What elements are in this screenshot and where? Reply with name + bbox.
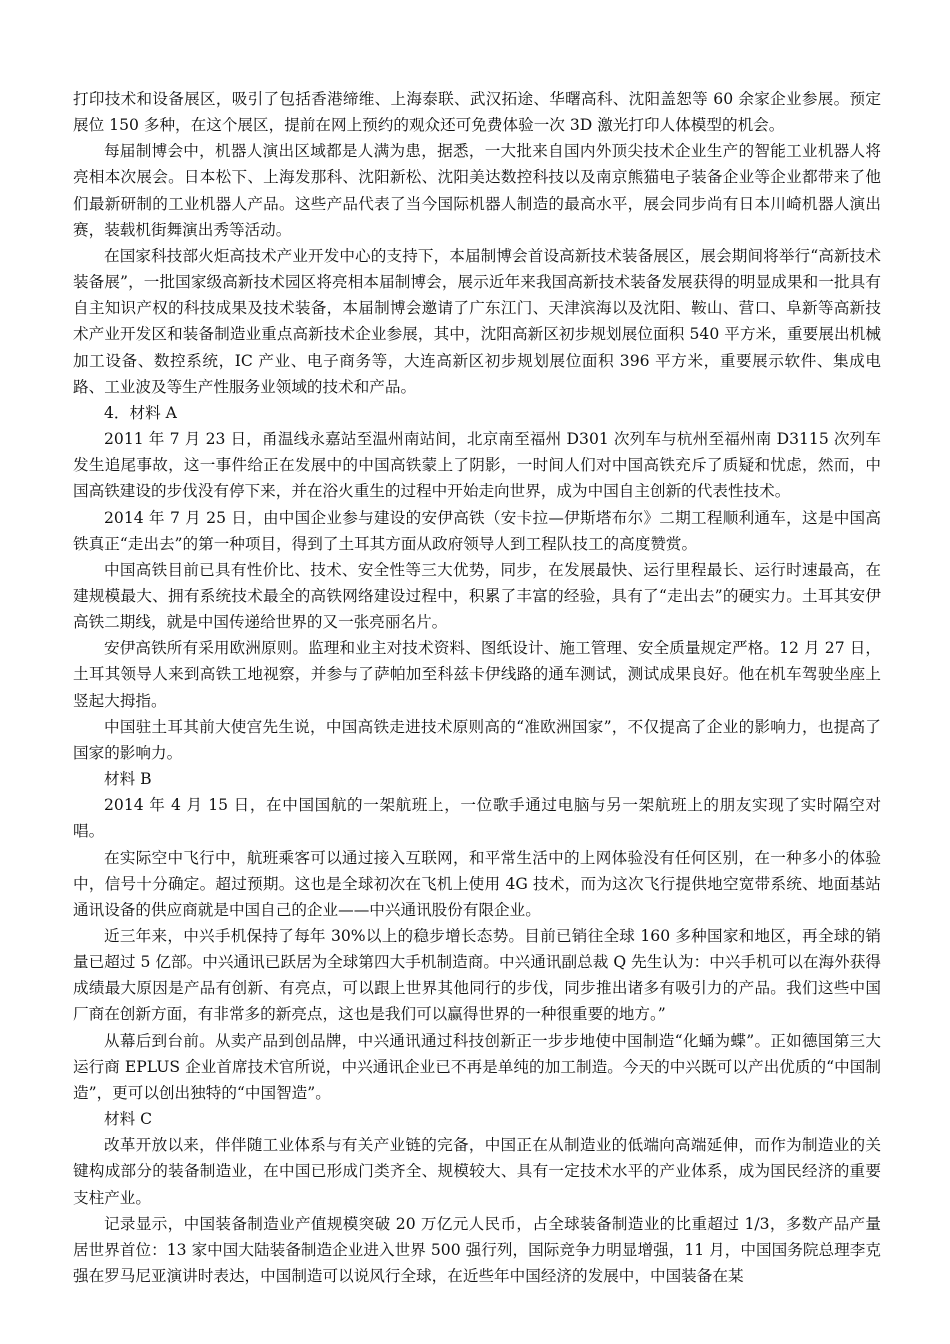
paragraph: 记录显示，中国装备制造业产值规模突破 20 万亿元人民币，占全球装备制造业的比重超过 1/3，多数产品产量居世界首位：13 家中国大陆装备制造企业进入世界 500 强行列，国际竞争力明显增强，11 月，中国国务院总理李克强在罗马尼亚演讲时表达，中国制造可以说风行全球，在近些年中国经济的发展中，中国装备在某 bbox=[73, 1214, 881, 1286]
paragraph: 中国高铁目前已具有性价比、技术、安全性等三大优势，同步，在发展最快、运行里程最长、运行时速最高，在建规模最大、拥有系统技术最全的高铁网络建设过程中，积累了丰富的经验，具有了“走出去”的硬实力。土耳其安伊高铁二期线，就是中国传递给世界的又一张亮丽名片。 bbox=[73, 560, 881, 632]
paragraph-continuation: 打印技术和设备展区，吸引了包括香港缔维、上海泰联、武汉拓途、华曙高科、沈阳盖恕等 60 余家企业参展。预定展位 150 多种，在这个展区，提前在网上预约的观众还可免费体验一次 3D 激光打印人体模型的机会。 bbox=[73, 90, 881, 135]
paragraph: 每届制博会中，机器人演出区域都是人满为患，据悉，一大批来自国内外顶尖技术企业生产的智能工业机器人将亮相本次展会。日本松下、上海发那科、沈阳新松、沈阳美达数控科技以及南京熊猫电子装备企业等企业都带来了他们最新研制的工业机器人产品。这些产品代表了当今国际机器人制造的最高水平，展会同步尚有日本川崎机器人演出赛，装载机街舞演出秀等活动。 bbox=[73, 142, 881, 239]
paragraph: 近三年来，中兴手机保持了每年 30%以上的稳步增长态势。目前已销往全球 160 多种国家和地区，再全球的销量已超过 5 亿部。中兴通讯已跃居为全球第四大手机制造商。中兴通讯副总裁 Q 先生认为：中兴手机可以在海外获得成绩最大原因是产品有创新、有亮点，可以跟上世界其他同行的步伐，同步推出诸多有吸引力的产品。我们这些中国厂商在创新方面，有非常多的新亮点，这也是我们可以赢得世界的一种很重要的地方。” bbox=[73, 927, 881, 1024]
paragraph: 2014 年 7 月 25 日，由中国企业参与建设的安伊高铁（安卡拉—伊斯塔布尔》二期工程顺利通车，这是中国高铁真正“走出去”的第一种项目，得到了土耳其方面从政府领导人到工程队技工的高度赞赏。 bbox=[73, 508, 881, 553]
paragraph: 改革开放以来，伴伴随工业体系与有关产业链的完备，中国正在从制造业的低端向高端延伸，而作为制造业的关键构成部分的装备制造业，在中国已形成门类齐全、规模较大、具有一定技术水平的产业体系，成为国民经济的重要支柱产业。 bbox=[73, 1136, 881, 1207]
paragraph: 中国驻土耳其前大使宫先生说，中国高铁走进技术原则高的“准欧洲国家”，不仅提高了企业的影响力，也提高了国家的影响力。 bbox=[73, 717, 881, 762]
paragraph: 在实际空中飞行中，航班乘客可以通过接入互联网，和平常生活中的上网体验没有任何区别，在一种多小的体验中，信号十分确定。超过预期。这也是全球初次在飞机上使用 4G 技术，而为这次飞行提供地空宽带系统、地面基站通讯设备的供应商就是中国自己的企业——中兴通讯股份有限企业。 bbox=[73, 848, 881, 919]
paragraph: 从幕后到台前。从卖产品到创品牌，中兴通讯通过科技创新正一步步地使中国制造“化蛹为蝶”。正如德国第三大运行商 EPLUS 企业首席技术官所说，中兴通讯企业已不再是单纯的加工制造。今天的中兴既可以产出优质的“中国制造”，更可以创出独特的“中国智造”。 bbox=[73, 1031, 881, 1102]
document-body bbox=[73, 86, 881, 1289]
section-heading-material-c: 材料 C bbox=[104, 1110, 153, 1129]
paragraph: 在国家科技部火炬高技术产业开发中心的支持下，本届制博会首设高新技术装备展区，展会期间将举行“高新技术装备展”，一批国家级高新技术园区将亮相本届制博会，展示近年来我国高新技术装备发展获得的明显成果和一批具有自主知识产权的科技成果及技术装备，本届制博会邀请了广东江门、天津滨海以及沈阳、鞍山、营口、阜新等高新技术产业开发区和装备制造业重点高新技术企业参展，其中，沈阳高新区初步规划展位面积 540 平方米，重要展出机械加工设备、数控系统，IC 产业、电子商务等，大连高新区初步规划展位面积 396 平方米，重要展示软件、集成电路、工业波及等生产性服务业领域的技术和产品。 bbox=[73, 246, 881, 396]
paragraph: 2011 年 7 月 23 日，甬温线永嘉站至温州南站间，北京南至福州 D301 次列车与杭州至福州南 D3115 次列车发生追尾事故，这一事件给正在发展中的中国高铁蒙上了阴影，一时间人们对中国高铁充斥了质疑和忧虑，然而，中国高铁建设的步伐没有停下来，并在浴火重生的过程中开始走向世界，成为中国自主创新的代表性技术。 bbox=[73, 430, 881, 501]
section-heading-material-a: 4．材料 A bbox=[104, 403, 177, 422]
paragraph: 2014 年 4 月 15 日，在中国国航的一架航班上，一位歌手通过电脑与另一架航班上的朋友实现了实时隔空对唱。 bbox=[73, 796, 881, 841]
paragraph: 安伊高铁所有采用欧洲原则。监理和业主对技术资料、图纸设计、施工管理、安全质量规定严格。12 月 27 日，土耳其领导人来到高铁工地视察，并参与了萨帕加至科兹卡伊线路的通车测试，测试成果良好。他在机车驾驶坐座上竖起大拇指。 bbox=[73, 639, 881, 710]
section-heading-material-b: 材料 B bbox=[104, 770, 152, 789]
